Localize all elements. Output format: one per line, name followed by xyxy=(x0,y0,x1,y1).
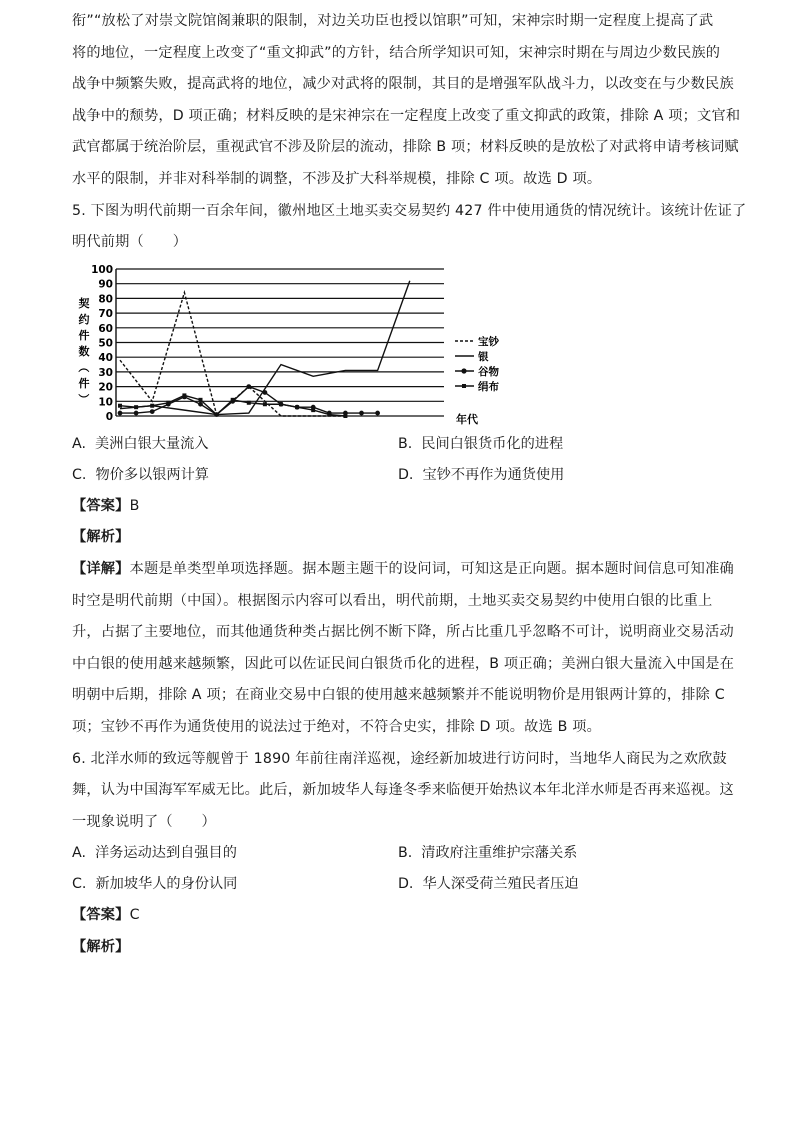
analysis-line: 战争中的颓势，D 项正确；材料反映的是宋神宗在一定程度上改变了重文抑武的政策，排除 A 项；文官和 xyxy=(72,107,741,124)
analysis-heading xyxy=(72,932,728,964)
point-marker xyxy=(166,401,170,405)
option-c[interactable] xyxy=(72,869,398,900)
answer-tag: 【答案】 xyxy=(72,497,130,514)
option-text: 洋务运动达到自强目的 xyxy=(95,845,237,862)
y-tick-label: 50 xyxy=(98,337,113,350)
options-row xyxy=(72,869,728,900)
answer-line xyxy=(72,491,728,523)
analysis-line: 武官都属于统治阶层，重视武官不涉及阶层的流动，排除 B 项；材料反映的是放松了对武将申请考核词赋 xyxy=(72,139,739,156)
option-b[interactable] xyxy=(398,838,724,869)
option-label: B. xyxy=(398,845,413,862)
point-marker xyxy=(118,403,122,407)
detail-line xyxy=(72,554,734,586)
option-text: 民间白银货币化的进程 xyxy=(421,435,564,452)
option-label: A. xyxy=(72,435,86,452)
legend-marker xyxy=(462,384,466,388)
chart-series xyxy=(118,281,410,418)
page-content xyxy=(72,0,747,963)
y-label-char: 件 xyxy=(78,376,90,390)
point-marker xyxy=(231,398,235,402)
detail-line: 项；宝钞不再作为通货使用的说法过于绝对，不符合史实，排除 D 项。故选 B 项。 xyxy=(72,718,602,735)
analysis-tag: 【解析】 xyxy=(72,938,130,955)
y-tick-label: 30 xyxy=(98,366,113,379)
point-marker xyxy=(343,414,347,418)
option-label: D. xyxy=(398,876,414,893)
legend-label: 谷物 xyxy=(478,365,499,378)
point-marker xyxy=(134,410,139,415)
option-a[interactable] xyxy=(72,429,398,460)
analysis-line: 战争中频繁失败，提高武将的地位，减少对武将的限制，其目的是增强军队战斗力，以改变在与少数民族 xyxy=(72,76,734,93)
y-tick-label: 70 xyxy=(98,307,113,320)
y-tick-label: 80 xyxy=(98,293,113,306)
answer-value: C xyxy=(129,907,140,924)
question-stem: 一现象说明了（ ） xyxy=(72,813,216,830)
y-tick-label: 90 xyxy=(98,278,113,291)
y-label-char: 数 xyxy=(78,344,90,358)
y-label-char: 件 xyxy=(78,328,90,342)
question-stem: 5. 下图为明代前期一百余年间，徽州地区土地买卖交易契约 427 件中使用通货的情况统计。该统计佐证了 xyxy=(72,202,747,219)
chart-legend xyxy=(455,335,499,393)
y-tick-label: 40 xyxy=(98,351,113,364)
point-marker xyxy=(182,393,186,397)
point-marker xyxy=(246,384,251,389)
detail-line: 时空是明代前期（中国）。根据图示内容可以看出，明代前期，土地买卖交易契约中使用白银的比重上 xyxy=(72,592,713,609)
chart-grid xyxy=(116,269,444,416)
option-label: C. xyxy=(72,466,87,483)
analysis-line: 水平的限制，并非对科举制的调整，不涉及扩大科举规模，排除 C 项。故选 D 项。 xyxy=(72,170,602,187)
y-tick-label: 10 xyxy=(98,396,113,409)
y-label-char: ） xyxy=(77,393,90,405)
option-d[interactable] xyxy=(398,460,724,491)
option-text: 华人深受荷兰殖民者压迫 xyxy=(422,876,579,893)
legend-label: 银 xyxy=(478,350,489,363)
chart-svg xyxy=(72,263,512,427)
question-stem: 舞，认为中国海军军威无比。此后，新加坡华人每逢冬季来临便开始热议本年北洋水师是否再来巡视。这 xyxy=(72,782,734,799)
answer-tag: 【答案】 xyxy=(72,907,130,924)
option-text: 物价多以银两计算 xyxy=(95,466,209,483)
option-text: 清政府注重维护宗藩关系 xyxy=(421,845,578,862)
option-d[interactable] xyxy=(398,869,724,900)
point-marker xyxy=(375,410,380,415)
point-marker xyxy=(263,390,268,395)
point-marker xyxy=(150,409,155,414)
analysis-line: 衔”“放松了对崇文院馆阁兼职的限制，对边关功臣也授以馆职”可知，宋神宗时期一定程度上提高了武 xyxy=(72,13,714,29)
y-label-char: 约 xyxy=(78,312,90,326)
question-stem: 6. 北洋水师的致远等舰曾于 1890 年前往南洋巡视，途经新加坡进行访问时，当地华人商民为之欢欣鼓 xyxy=(72,750,727,767)
option-label: C. xyxy=(72,876,87,893)
point-marker xyxy=(247,401,251,405)
y-tick-labels xyxy=(91,264,113,423)
answer-line xyxy=(72,900,728,932)
analysis-tag: 【解析】 xyxy=(72,529,130,546)
point-marker xyxy=(118,410,123,415)
question-stem: 明代前期（ ） xyxy=(72,234,188,251)
point-marker xyxy=(327,412,331,416)
detail-text: 本题是单类型单项选择题。据本题主题干的设问词，可知这是正向题。据本题时间信息可知准确 xyxy=(129,560,734,577)
series-line-宝钞 xyxy=(120,292,345,415)
options-row xyxy=(72,429,728,460)
point-marker xyxy=(263,402,267,406)
legend-label: 宝钞 xyxy=(478,335,499,348)
y-label-char: 契 xyxy=(78,296,90,310)
point-marker xyxy=(215,412,219,416)
y-tick-label: 0 xyxy=(105,410,113,423)
y-tick-label: 100 xyxy=(91,263,113,276)
analysis-heading xyxy=(72,522,728,554)
option-a[interactable] xyxy=(72,838,398,869)
legend-marker xyxy=(461,368,466,373)
series-line-谷物 xyxy=(120,386,378,414)
y-tick-label: 60 xyxy=(98,322,113,335)
point-marker xyxy=(150,403,154,407)
currency-chart xyxy=(72,263,728,427)
detail-line: 中白银的使用越来越频繁，因此可以佐证民间白银货币化的进程，B 项正确；美洲白银大量流入中国是在 xyxy=(72,655,735,672)
point-marker xyxy=(199,398,203,402)
option-c[interactable] xyxy=(72,460,398,491)
answer-value: B xyxy=(129,497,140,514)
option-label: A. xyxy=(72,845,86,862)
y-axis-label xyxy=(77,296,90,405)
point-marker xyxy=(295,405,299,409)
x-axis-label: 年代 xyxy=(456,412,478,426)
analysis-line: 将的地位，一定程度上改变了“重文抑武”的方针，结合所学知识可知，宋神宗时期在与周边少数民族的 xyxy=(72,44,721,61)
point-marker xyxy=(134,405,138,409)
detail-line: 升，占据了主要地位，而其他通货种类占据比例不断下降，所占比重几乎忽略不可计，说明商业交易活动 xyxy=(72,624,734,641)
y-tick-label: 20 xyxy=(98,381,113,394)
option-label: D. xyxy=(398,466,414,483)
y-label-char: （ xyxy=(77,361,90,373)
question-6 xyxy=(72,744,734,964)
detail-tag: 【详解】 xyxy=(72,560,130,577)
question-5 xyxy=(72,196,747,744)
point-marker xyxy=(311,408,315,412)
option-text: 美洲白银大量流入 xyxy=(95,435,209,452)
point-marker xyxy=(198,402,203,407)
option-text: 新加坡华人的身份认同 xyxy=(95,876,238,893)
option-b[interactable] xyxy=(398,429,724,460)
option-text: 宝钞不再作为通货使用 xyxy=(422,466,565,483)
previous-analysis xyxy=(72,0,741,196)
options-row xyxy=(72,838,728,869)
detail-line: 明朝中后期，排除 A 项；在商业交易中白银的使用越来越频繁并不能说明物价是用银两计算的，排除 C xyxy=(72,687,725,704)
option-label: B. xyxy=(398,435,413,452)
legend-label: 绢布 xyxy=(478,380,499,393)
options-row xyxy=(72,460,728,491)
point-marker xyxy=(359,410,364,415)
point-marker xyxy=(279,402,283,406)
